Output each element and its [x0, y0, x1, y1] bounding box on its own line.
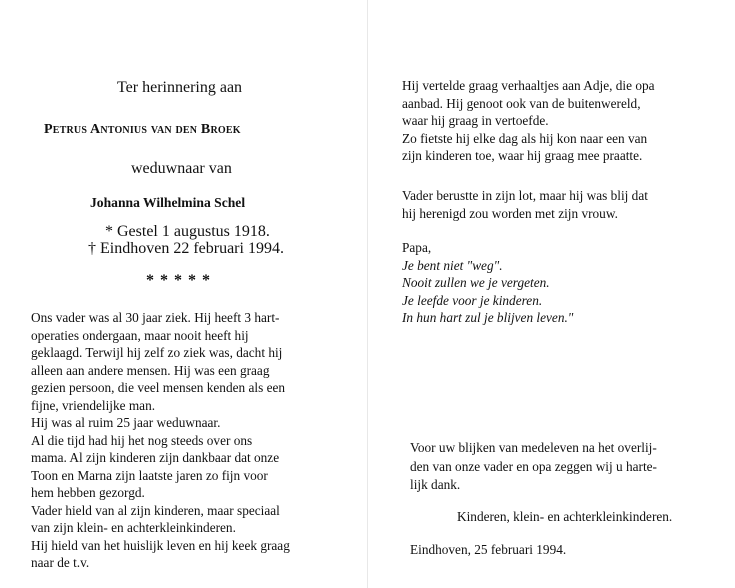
poem-line: Je bent niet "weg".	[402, 257, 503, 273]
bio-line: gezien persoon, die veel mensen kenden als een	[31, 380, 286, 395]
thanks-line: lijk dank.	[410, 477, 461, 492]
poem-line: Nooit zullen we je vergeten.	[402, 275, 550, 290]
intro-text: Ter herinnering aan	[117, 79, 243, 96]
anecdote-line: waar hij graag in vertoefde.	[402, 113, 549, 128]
death-line: † Eindhoven 22 februari 1994.	[88, 240, 284, 257]
bio-line: Ons vader was al 30 jaar ziek. Hij heeft 3 hart-	[31, 310, 280, 325]
poem	[402, 239, 707, 327]
resignation-line: Vader berustte in zijn lot, maar hij was blij dat	[402, 188, 648, 203]
bio-line: Al die tijd had hij het nog steeds over ons	[31, 432, 253, 448]
anecdote-line: aanbad. Hij genoot ook van de buitenwereld,	[402, 95, 641, 111]
bio-line: fijne, vriendelijke man.	[31, 397, 156, 413]
family-signature: Kinderen, klein- en achterkleinkinderen.	[457, 509, 673, 524]
deceased-name: Petrus Antonius van den Broek	[44, 122, 241, 137]
biography-text	[31, 309, 328, 572]
bio-line: Hij was al ruim 25 jaar weduwnaar.	[31, 415, 221, 430]
relation-text: weduwnaar van	[131, 160, 232, 177]
anecdote-line: Hij vertelde graag verhaaltjes aan Adje, die opa	[402, 78, 655, 93]
separator-stars: * * * * *	[146, 272, 211, 289]
bio-line: operaties ondergaan, maar nooit heeft hij	[31, 327, 249, 343]
fold-divider	[367, 0, 368, 588]
anecdote-paragraph	[402, 77, 707, 165]
thanks-line: den van onze vader en opa zeggen wij u harte-	[410, 458, 657, 474]
bio-line: naar de t.v.	[31, 555, 90, 570]
thanks-paragraph	[410, 439, 710, 495]
bio-line: Vader hield van al zijn kinderen, maar speciaal	[31, 502, 280, 518]
bio-line: Hij hield van het huislijk leven en hij keek graag	[31, 537, 290, 553]
poem-line: Je leefde voor je kinderen.	[402, 292, 543, 308]
bio-line: Toon en Marna zijn laatste jaren zo fijn voor	[31, 467, 268, 483]
thanks-line: Voor uw blijken van medeleven na het overlij-	[410, 440, 657, 455]
poem-line: In hun hart zul je blijven leven."	[402, 310, 574, 325]
bio-line: alleen aan andere mensen. Hij was een graag	[31, 362, 270, 378]
bio-line: hem hebben gezorgd.	[31, 485, 145, 500]
spouse-name: Johanna Wilhelmina Schel	[90, 195, 246, 210]
bio-line: geklaagd. Terwijl hij zelf zo ziek was, dacht hij	[31, 345, 283, 360]
poem-greeting: Papa,	[402, 240, 432, 255]
resignation-paragraph	[402, 187, 707, 222]
anecdote-line: zijn kinderen toe, waar hij graag mee praatte.	[402, 148, 643, 163]
resignation-line: hij herenigd zou worden met zijn vrouw.	[402, 205, 618, 221]
bio-line: mama. Al zijn kinderen zijn dankbaar dat onze	[31, 450, 280, 465]
place-date: Eindhoven, 25 februari 1994.	[410, 542, 567, 557]
anecdote-line: Zo fietste hij elke dag als hij kon naar een van	[402, 130, 648, 146]
bio-line: van zijn klein- en achterkleinkinderen.	[31, 520, 236, 535]
birth-line: * Gestel 1 augustus 1918.	[105, 223, 270, 240]
